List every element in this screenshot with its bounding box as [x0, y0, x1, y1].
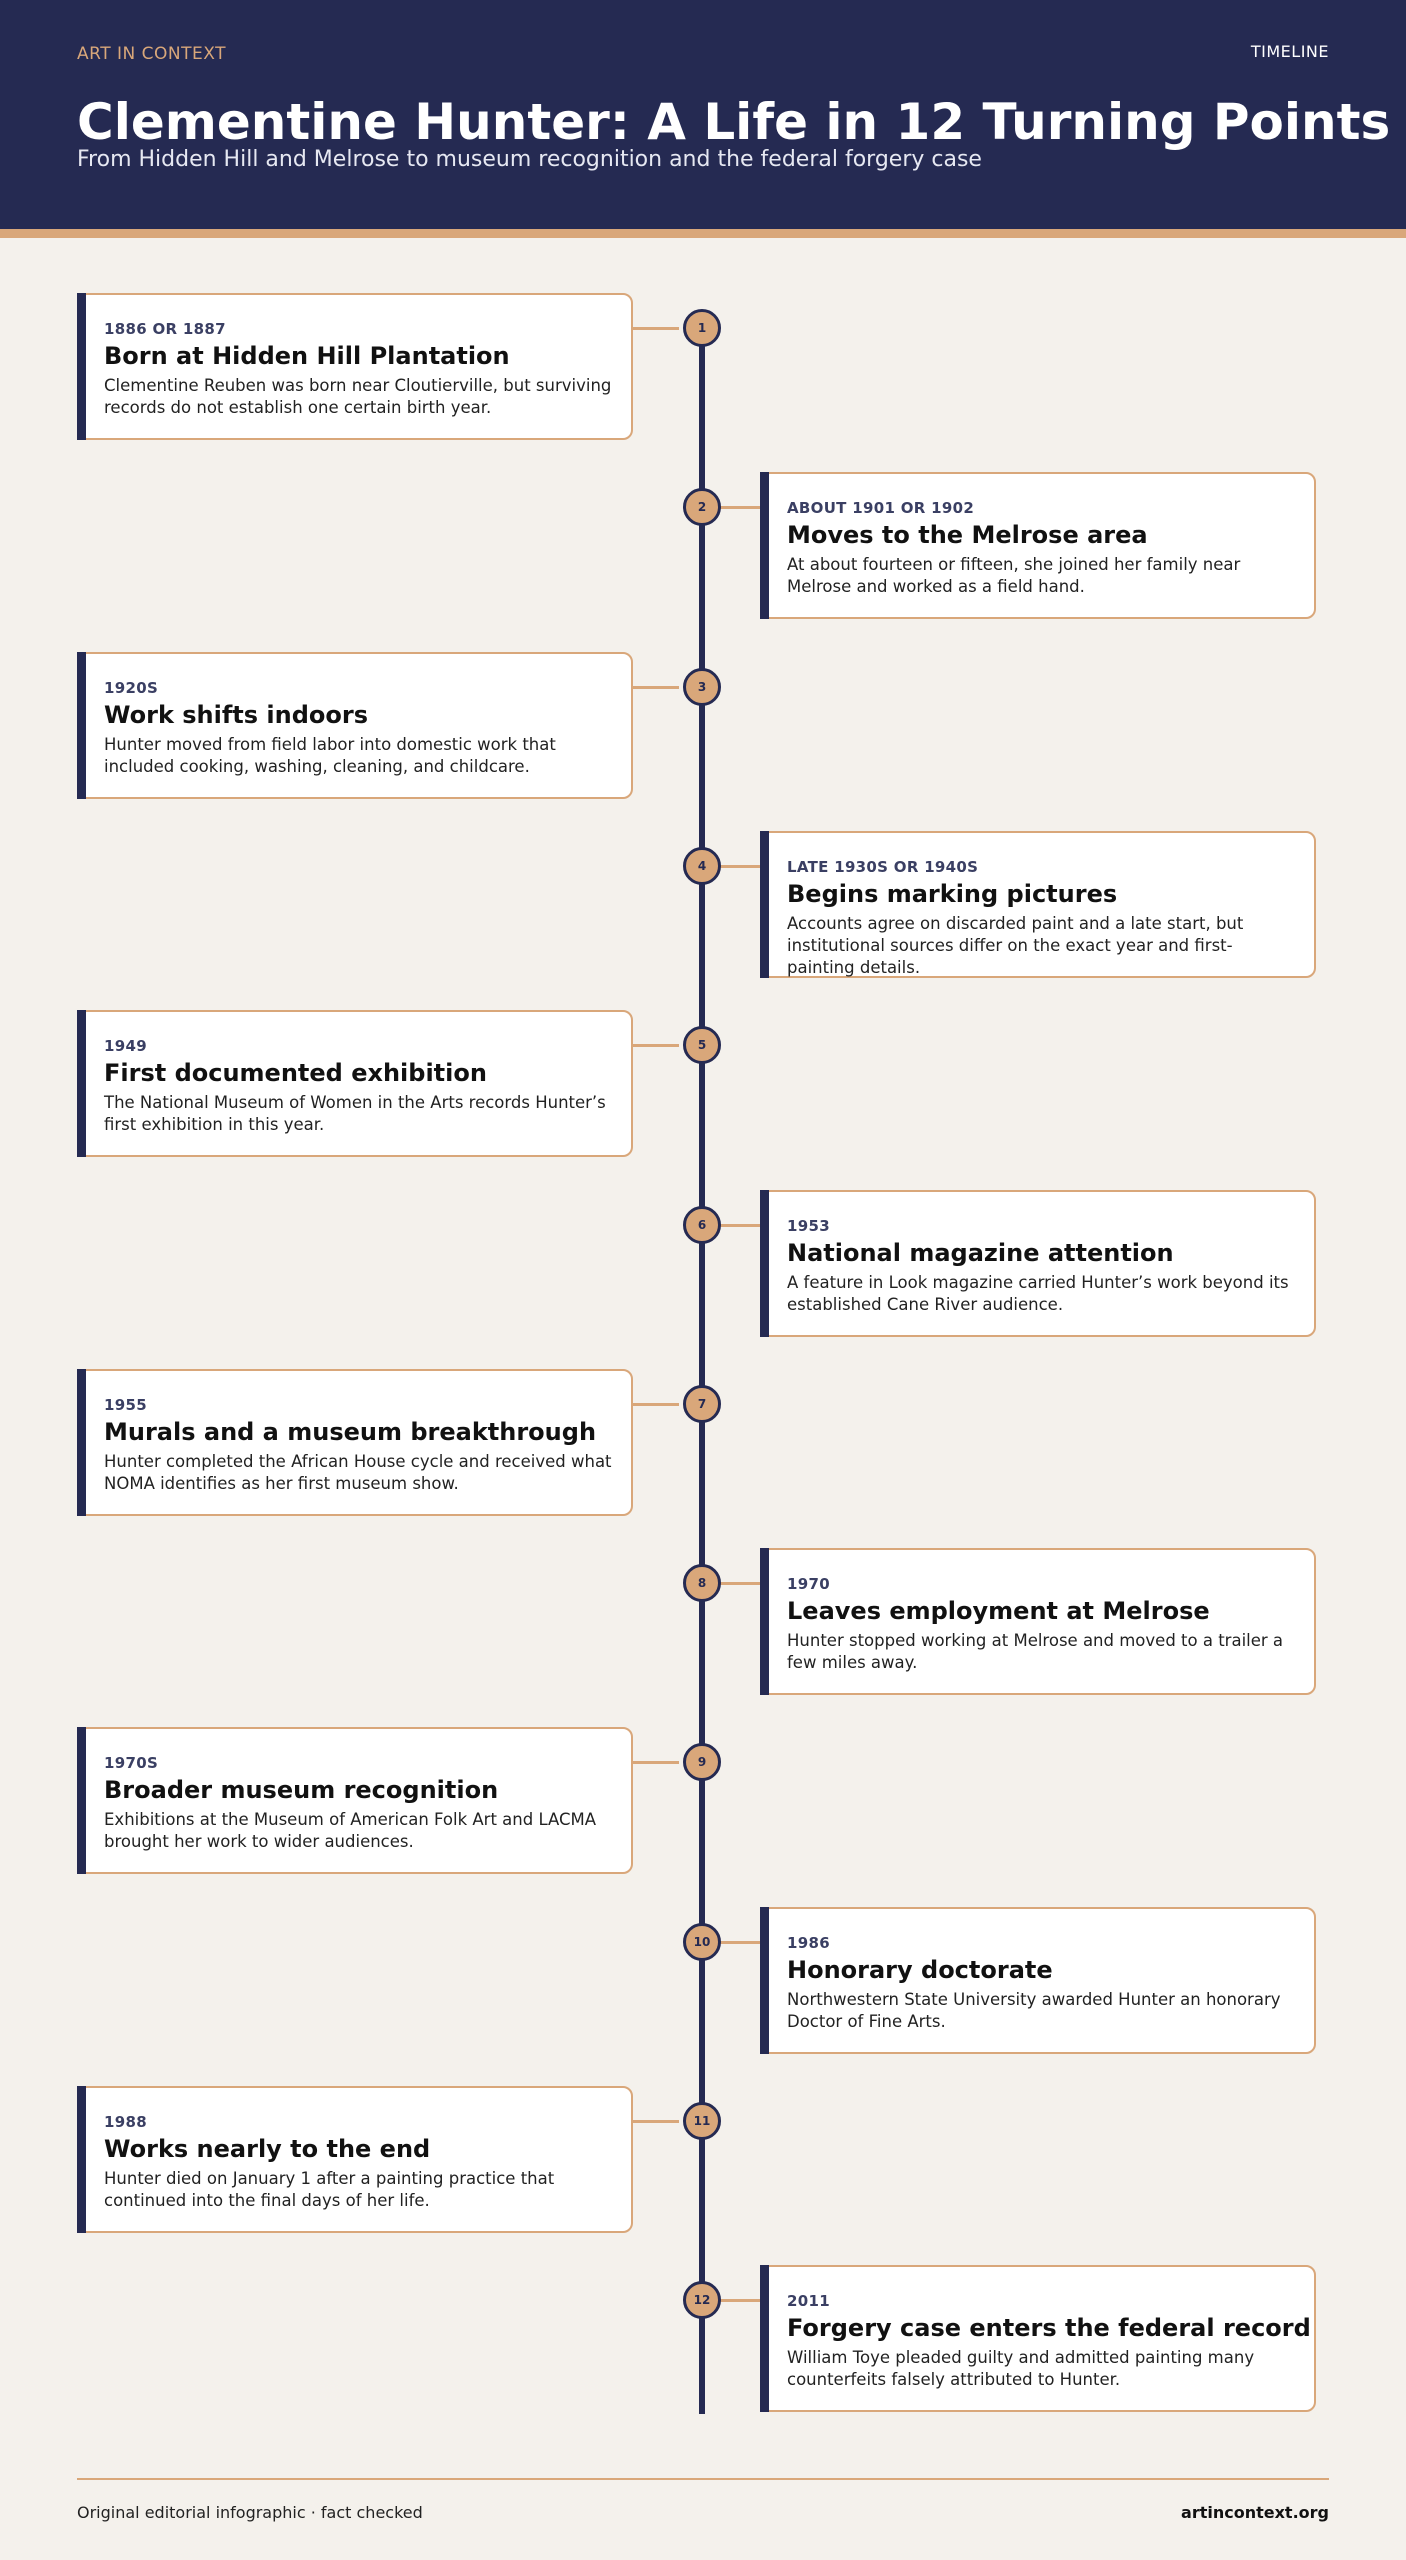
card-accent-bar	[77, 1369, 86, 1516]
event-description: At about fourteen or fifteen, she joined her family near Melrose and worked as a field hand.	[787, 555, 1241, 596]
event-number-marker: 5	[683, 1026, 721, 1064]
event-description: A feature in Look magazine carried Hunter’s work beyond its established Cane River audience.	[787, 1273, 1289, 1314]
event-number-marker: 11	[683, 2102, 721, 2140]
event-title: Leaves employment at Melrose	[787, 1597, 1210, 1625]
page-subtitle: From Hidden Hill and Melrose to museum recognition and the federal forgery case	[77, 147, 982, 172]
event-date: 1986	[787, 1934, 830, 1952]
event-card	[760, 472, 1316, 619]
event-title: Begins marking pictures	[787, 880, 1118, 908]
event-card	[77, 293, 633, 440]
event-number-marker: 4	[683, 847, 721, 885]
event-description: Northwestern State University awarded Hunter an honorary Doctor of Fine Arts.	[787, 1990, 1281, 2031]
page-title: Clementine Hunter: A Life in 12 Turning Points	[77, 93, 1391, 151]
event-title: Murals and a museum breakthrough	[104, 1418, 597, 1446]
event-description: The National Museum of Women in the Arts records Hunter’s first exhibition in this year.	[104, 1093, 606, 1134]
event-card	[760, 831, 1316, 978]
event-card	[760, 2265, 1316, 2412]
event-number-marker: 10	[683, 1923, 721, 1961]
card-accent-bar	[760, 2265, 769, 2412]
header-accent-stripe	[0, 229, 1406, 238]
card-accent-bar	[77, 293, 86, 440]
card-accent-bar	[760, 1548, 769, 1695]
event-description: Accounts agree on discarded paint and a late start, but institutional sources differ on the exact year and first-painting details.	[787, 914, 1244, 977]
event-number-marker: 9	[683, 1743, 721, 1781]
event-description: William Toye pleaded guilty and admitted painting many counterfeits falsely attributed to Hunter.	[787, 2348, 1255, 2389]
card-accent-bar	[77, 652, 86, 799]
event-card	[77, 652, 633, 799]
event-title: First documented exhibition	[104, 1059, 487, 1087]
event-description: Exhibitions at the Museum of American Folk Art and LACMA brought her work to wider audiences.	[104, 1810, 597, 1851]
event-title: Works nearly to the end	[104, 2135, 431, 2163]
event-card	[760, 1548, 1316, 1695]
event-title: Honorary doctorate	[787, 1956, 1053, 1984]
event-description: Clementine Reuben was born near Cloutierville, but surviving records do not establish one certain birth year.	[104, 376, 612, 417]
event-date: 1886 OR 1887	[104, 320, 226, 338]
event-date: 1988	[104, 2113, 147, 2131]
event-card	[77, 1010, 633, 1157]
event-date: 1920S	[104, 679, 159, 697]
card-accent-bar	[760, 1190, 769, 1337]
card-accent-bar	[77, 1727, 86, 1874]
event-number-marker: 7	[683, 1385, 721, 1423]
event-description: Hunter died on January 1 after a painting practice that continued into the final days of her life.	[104, 2169, 555, 2210]
event-title: Work shifts indoors	[104, 701, 368, 729]
event-connector	[633, 2120, 679, 2123]
event-number-marker: 12	[683, 2281, 721, 2319]
event-date: LATE 1930S OR 1940S	[787, 858, 979, 876]
event-number-marker: 6	[683, 1206, 721, 1244]
publication-eyebrow: ART IN CONTEXT	[77, 44, 226, 64]
event-card	[760, 1190, 1316, 1337]
event-date: 1970	[787, 1575, 830, 1593]
event-connector	[633, 327, 679, 330]
event-connector	[633, 1044, 679, 1047]
event-number-marker: 3	[683, 668, 721, 706]
event-number-marker: 8	[683, 1564, 721, 1602]
event-description: Hunter completed the African House cycle and received what NOMA identifies as her first museum show.	[104, 1452, 612, 1493]
event-title: Broader museum recognition	[104, 1776, 499, 1804]
event-connector	[633, 1761, 679, 1764]
card-accent-bar	[760, 472, 769, 619]
footer-site-link[interactable]: artincontext.org	[1181, 2503, 1329, 2522]
event-title: Moves to the Melrose area	[787, 521, 1148, 549]
event-date: 1955	[104, 1396, 147, 1414]
card-accent-bar	[77, 1010, 86, 1157]
event-title: Born at Hidden Hill Plantation	[104, 342, 510, 370]
event-date: 1970S	[104, 1754, 159, 1772]
card-accent-bar	[760, 831, 769, 978]
event-card	[77, 1369, 633, 1516]
event-number-marker: 1	[683, 309, 721, 347]
event-card	[77, 2086, 633, 2233]
event-date: 1949	[104, 1037, 147, 1055]
event-date: 2011	[787, 2292, 830, 2310]
footer-note: Original editorial infographic · fact checked	[77, 2503, 423, 2522]
event-connector	[633, 1403, 679, 1406]
event-date: ABOUT 1901 OR 1902	[787, 499, 975, 517]
event-card	[77, 1727, 633, 1874]
event-title: National magazine attention	[787, 1239, 1174, 1267]
event-title: Forgery case enters the federal record	[787, 2314, 1311, 2342]
card-accent-bar	[77, 2086, 86, 2233]
footer-divider	[77, 2478, 1329, 2480]
event-date: 1953	[787, 1217, 830, 1235]
card-accent-bar	[760, 1907, 769, 2054]
event-description: Hunter stopped working at Melrose and moved to a trailer a few miles away.	[787, 1631, 1284, 1672]
header-banner	[0, 0, 1406, 229]
section-tag: TIMELINE	[1250, 42, 1329, 61]
event-card	[760, 1907, 1316, 2054]
event-number-marker: 2	[683, 488, 721, 526]
event-description: Hunter moved from field labor into domestic work that included cooking, washing, cleaning, and childcare.	[104, 735, 556, 776]
event-connector	[633, 686, 679, 689]
